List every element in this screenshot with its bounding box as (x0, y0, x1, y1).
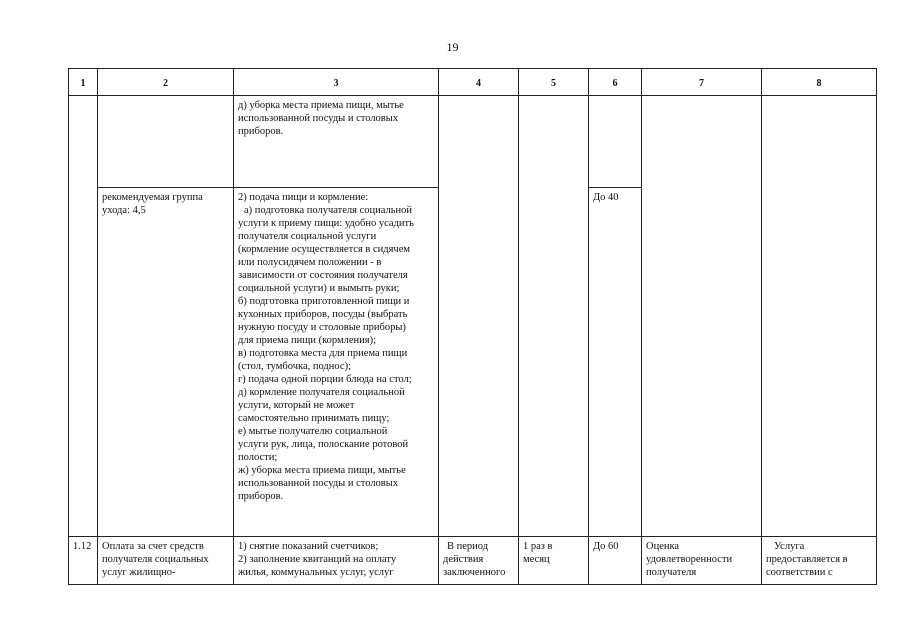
column-header: 1 (69, 69, 98, 96)
cell-line: удовлетворенности (646, 554, 733, 565)
table-cell-time-norm: До 40 (589, 188, 642, 537)
cell-line: 2) подача пищи и кормление: (238, 192, 369, 203)
services-table (68, 68, 877, 585)
table-cell-evaluation (642, 537, 762, 585)
table-cell-period (439, 537, 519, 585)
table-cell-frequency (519, 537, 589, 585)
cell-line: е) мытье получателю социальной (238, 426, 388, 437)
cell-line: приборов. (238, 126, 284, 137)
cell-line: д) уборка места приема пищи, мытье (238, 100, 404, 111)
table-cell (642, 96, 762, 537)
cell-line: в) подготовка места для приема пищи (238, 348, 408, 359)
cell-line: или полусидячем положении - в (238, 257, 382, 268)
column-header: 4 (439, 69, 519, 96)
cell-line: кухонных приборов, посуды (выбрать (238, 309, 408, 320)
cell-line: услуг жилищно- (102, 567, 176, 578)
table-cell-item-number: 1.12 (69, 537, 98, 585)
cell-line: приборов. (238, 491, 284, 502)
cell-line: д) кормление получателя социальной (238, 387, 405, 398)
table-cell-care-group (98, 188, 234, 537)
cell-line: нужную посуду и столовые приборы) (238, 322, 406, 333)
cell-line: Оценка (646, 541, 680, 552)
table-cell (762, 96, 877, 537)
table-cell (589, 96, 642, 188)
cell-line: получателя (646, 567, 697, 578)
cell-line: 1 раз в (523, 541, 553, 552)
cell-line: 2) заполнение квитанций на оплату (238, 554, 397, 565)
table-cell-time-norm: До 60 (589, 537, 642, 585)
cell-line: самостоятельно принимать пищу; (238, 413, 390, 424)
cell-line: соответствии с (766, 567, 833, 578)
cell-line: рекомендуемая группа (102, 192, 203, 203)
cell-line: предоставляется в (766, 554, 848, 565)
table-cell (98, 96, 234, 188)
column-header: 3 (234, 69, 439, 96)
cell-line: получателя социальной услуги (238, 231, 377, 242)
table-header-row (69, 69, 877, 96)
cell-line: услуги к приему пищи: удобно усадить (238, 218, 414, 229)
table-cell-activity (234, 96, 439, 188)
cell-line: месяц (523, 554, 550, 565)
cell-line: (кормление осуществляется в сидячем (238, 244, 411, 255)
cell-line: 1) снятие показаний счетчиков; (238, 541, 379, 552)
cell-line: полости; (238, 452, 278, 463)
table-cell-activity (234, 537, 439, 585)
table-cell-conditions (762, 537, 877, 585)
cell-line: использованной посуды и столовых (238, 478, 399, 489)
cell-line: ж) уборка места приема пищи, мытье (238, 465, 406, 476)
cell-line: действия (443, 554, 484, 565)
cell-line: В период (447, 541, 489, 552)
table-cell (519, 96, 589, 537)
cell-line: получателя социальных (102, 554, 209, 565)
cell-line: жилья, коммунальных услуг, услуг (238, 567, 394, 578)
cell-line: б) подготовка приготовленной пищи и (238, 296, 410, 307)
cell-line: г) подача одной порции блюда на стол; (238, 374, 412, 385)
table-cell-service-name (98, 537, 234, 585)
page-number: 19 (446, 40, 459, 54)
cell-line: зависимости от состояния получателя (238, 270, 408, 281)
cell-line: для приема пищи (кормления); (238, 335, 377, 346)
table-cell (69, 188, 98, 537)
table-row (69, 537, 877, 585)
cell-line: (стол, тумбочка, поднос); (238, 361, 351, 372)
cell-line: услуги рук, лица, полоскание ротовой (238, 439, 409, 450)
cell-line: Услуга (774, 541, 805, 552)
table-cell (439, 96, 519, 537)
table-cell (69, 96, 98, 188)
column-header: 8 (762, 69, 877, 96)
cell-line: услуги, который не может (238, 400, 355, 411)
cell-line: использованной посуды и столовых (238, 113, 399, 124)
cell-line: заключенного (443, 567, 506, 578)
table-row (69, 96, 877, 188)
column-header: 2 (98, 69, 234, 96)
cell-line: Оплата за счет средств (102, 541, 204, 552)
table-cell-activity (234, 188, 439, 537)
column-header: 6 (589, 69, 642, 96)
column-header: 7 (642, 69, 762, 96)
cell-line: социальной услуги) и вымыть руки; (238, 283, 400, 294)
cell-line: ухода: 4,5 (102, 205, 146, 216)
column-header: 5 (519, 69, 589, 96)
cell-line: а) подготовка получателя социальной (244, 205, 412, 216)
